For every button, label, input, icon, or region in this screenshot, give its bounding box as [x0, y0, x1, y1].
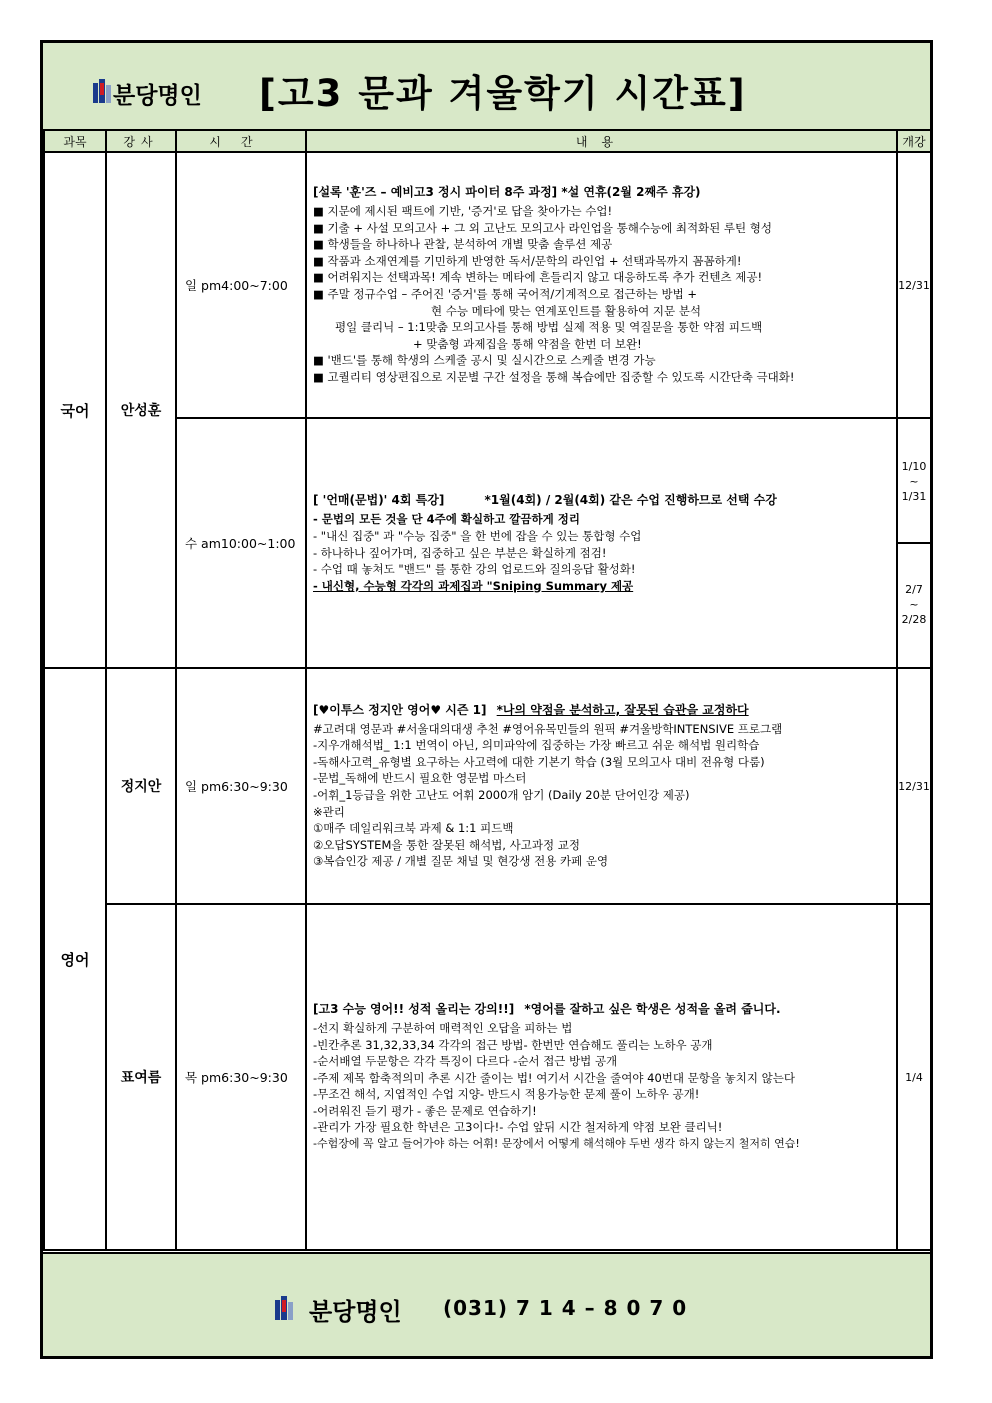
course-title-note: *나의 약점을 분석하고, 잘못된 습관을 교정하다 [496, 703, 749, 718]
course-title [313, 492, 890, 509]
content-line: - 수업 때 놓쳐도 "밴드" 를 통한 강의 업로드와 질의응답 활성화! [313, 562, 636, 577]
teacher-cell: 정지안 [106, 668, 176, 904]
table-header-row [44, 130, 931, 152]
content-line: #고려대 영문과 #서울대의대생 추천 #영어유목민들의 원픽 #겨울방학INTENSIVE 프로그램 [313, 721, 783, 736]
content-line: ■ '밴드'를 통해 학생의 스케줄 공시 및 실시간으로 스케줄 변경 가능 [313, 353, 656, 368]
time-cell: 일 pm6:30~9:30 [176, 668, 306, 904]
content-line: ■ 학생들을 하나하나 관찰, 분석하여 개별 맞춤 솔루션 제공 [313, 237, 613, 252]
content-cell [306, 418, 897, 668]
header-content: 내용 [306, 130, 897, 152]
content-line: -주제 제목 함축적의미 추론 시간 줄이는 법! 여기서 시간을 줄여야 40번대 문항을 놓치지 않는다 [313, 1070, 795, 1085]
brand-logo-icon [275, 1296, 293, 1320]
content-line: -선지 확실하게 구분하여 매력적인 오답을 피하는 법 [313, 1020, 573, 1035]
open-date-cell: 12/31 [897, 152, 931, 418]
open-date-cell [897, 418, 931, 668]
content-line: -무조건 해석, 지엽적인 수업 지양- 반드시 적용가능한 문제 풀이 노하우 공개! [313, 1087, 700, 1102]
open-date-text: 2/7 ~ 2/28 [901, 583, 927, 626]
content-line: ※관리 [313, 804, 345, 819]
open-date-split [898, 421, 930, 665]
course-title-main: [♥이투스 정지안 영어♥ 시즌 1] [313, 703, 487, 718]
content-line: ■ 작품과 소재연계를 기민하게 반영한 독서/문학의 라인업 + 선택과목까지 꼼꼼하게! [313, 253, 742, 268]
header-open: 개강 [897, 130, 931, 152]
content-line: -지우개해석법_ 1:1 번역이 아닌, 의미파악에 집중하는 가장 빠르고 쉬운 해석법 원리학습 [313, 738, 760, 753]
footer-brand: 분당명인 [309, 1298, 402, 1326]
content-line: 평일 클리닉 – 1:1맞춤 모의고사를 통해 방법 실제 적용 및 역질문을 통한 약점 피드백 [335, 320, 763, 335]
content-line: ■ 지문에 제시된 팩트에 기반, '증거'로 답을 찾아가는 수업! [313, 204, 613, 219]
brand-logo-icon [93, 79, 111, 103]
content-line: ③복습인강 제공 / 개별 질문 채널 및 현강생 전용 카페 운영 [313, 854, 609, 869]
document-header [43, 43, 930, 131]
content-cell [306, 668, 897, 904]
content-line: ■ 주말 정규수업 – 주어진 '증거'를 통해 국어적/기계적으로 접근하는 방법 + [313, 287, 698, 301]
content-line: ■ 어려워지는 선택과목! 계속 변하는 메타에 흔들리지 않고 대응하도록 추가 컨텐츠 제공! [313, 270, 763, 285]
page-title: [고3 문과 겨울학기 시간표] [259, 72, 747, 115]
table-row [44, 668, 931, 904]
open-date-cell: 1/4 [897, 904, 931, 1250]
content-line: -어려워진 듣기 평가 - 좋은 문제로 연습하기! [313, 1103, 537, 1118]
content-line: -순서배열 두문항은 각각 특징이 다르다 -순서 접근 방법 공개 [313, 1054, 618, 1069]
course-title-main: [고3 수능 영어!! 성적 올리는 강의!!] [313, 1002, 515, 1017]
content-line: ■ 기출 + 사설 모의고사 + 그 외 고난도 모의고사 라인업을 통해수능에 최적화된 루틴 형성 [313, 220, 773, 235]
footer-phone: (031) 7 1 4 – 8 0 7 0 [443, 1296, 688, 1320]
time-cell: 목 pm6:30~9:30 [176, 904, 306, 1250]
header-time: 시간 [176, 130, 306, 152]
open-date-february [898, 542, 930, 665]
time-cell: 일 pm4:00~7:00 [176, 152, 306, 418]
content-line: -어휘_1등급을 위한 고난도 어휘 2000개 암기 (Daily 20분 단어인강 제공) [313, 788, 690, 802]
open-date-cell: 12/31 [897, 668, 931, 904]
header-teacher: 강사 [106, 130, 176, 152]
content-line: ①매주 데일리워크북 과제 & 1:1 피드백 [313, 821, 514, 836]
table-row [44, 418, 931, 668]
content-line: 현 수능 메타에 맞는 연계포인트를 활용하여 지문 분석 [431, 303, 701, 318]
subject-cell: 영어 [44, 668, 106, 1250]
content-line: -독해사고력_유형별 요구하는 사고력에 대한 기본기 학습 (3월 모의고사 대비 전유형 다룸) [313, 754, 765, 769]
course-title-main: [ '언매(문법)' 4회 특강] [313, 492, 445, 507]
course-title-note: *영어를 잘하고 싶은 학생은 성적을 올려 줍니다. [524, 1002, 781, 1017]
document-footer [43, 1252, 930, 1356]
header-subject: 과목 [44, 130, 106, 152]
schedule-table [43, 129, 932, 1251]
course-title: [설록 '훈'즈 – 예비고3 정시 파이터 8주 과정] *설 연휴(2월 2째주 휴강) [313, 185, 701, 200]
open-date-january [898, 421, 930, 542]
subject-cell: 국어 [44, 152, 106, 668]
content-line: - 문법의 모든 것을 단 4주에 확실하고 깔끔하게 정리 [313, 512, 580, 527]
content-line: - 내신형, 수능형 각각의 과제집과 "Sniping Summary 제공 [313, 578, 634, 593]
content-line: - 하나하나 짚어가며, 집중하고 싶은 부분은 확실하게 점검! [313, 545, 607, 560]
content-line: ②오답SYSTEM을 통한 잘못된 해석법, 사고과정 교정 [313, 837, 580, 852]
table-row [44, 904, 931, 1250]
time-cell: 수 am10:00~1:00 [176, 418, 306, 668]
content-cell [306, 904, 897, 1250]
content-line: + 맞춤형 과제집을 통해 약점을 한번 더 보완! [413, 336, 642, 351]
open-date-text: 1/10 ~ 1/31 [901, 460, 927, 503]
course-title [313, 1001, 890, 1018]
content-line: -빈칸추론 31,32,33,34 각각의 접근 방법- 한번만 연습해도 풀리는 노하우 공개 [313, 1037, 713, 1052]
table-row [44, 152, 931, 418]
content-line: - "내신 집중" 과 "수능 집중" 을 한 번에 잡을 수 있는 통합형 수업 [313, 528, 642, 543]
content-line: ■ 고퀄리티 영상편집으로 지문별 구간 설정을 통해 복습에만 집중할 수 있도록 시간단축 극대화! [313, 369, 795, 384]
content-line: -관리가 가장 필요한 학년은 고3이다!- 수업 앞뒤 시간 철저하게 약점 보완 클리닉! [313, 1120, 723, 1135]
header-brand: 분당명인 [113, 83, 202, 109]
course-title-note: *1월(4회) / 2월(4회) 같은 수업 진행하므로 선택 수강 [484, 492, 777, 507]
teacher-cell: 표여름 [106, 904, 176, 1250]
content-cell [306, 152, 897, 418]
content-line: -수험장에 꼭 알고 들어가야 하는 어휘! 문장에서 어떻게 해석해야 두번 생각 하지 않는지 철저히 연습! [313, 1137, 800, 1151]
course-title [313, 702, 890, 719]
timetable-document [40, 40, 933, 1359]
content-line: -문법_독해에 반드시 필요한 영문법 마스터 [313, 771, 527, 786]
teacher-cell: 안성훈 [106, 152, 176, 668]
